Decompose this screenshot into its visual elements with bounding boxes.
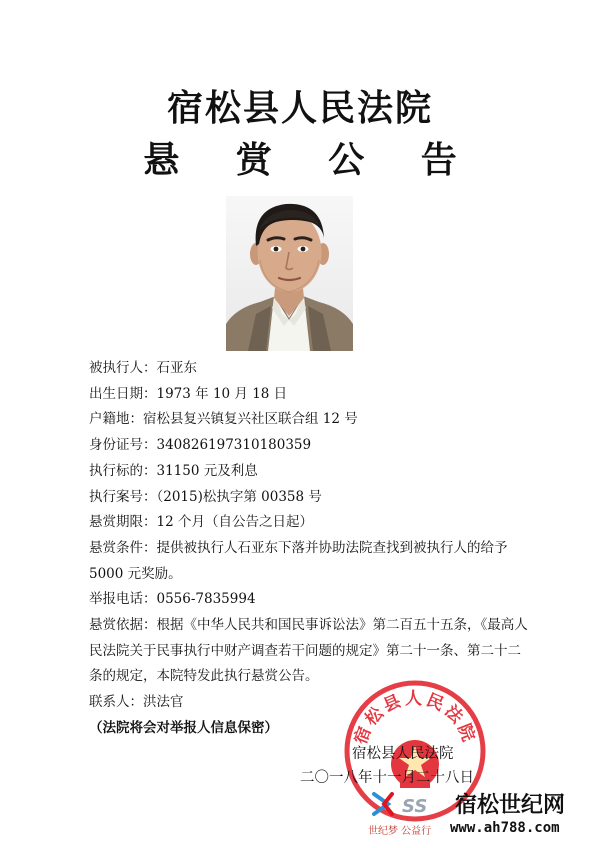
- field-value-birthdate: 1973 年 10 月 18 日: [156, 385, 288, 402]
- field-row-period: [89, 510, 529, 536]
- field-label: 执行案号：: [89, 488, 157, 505]
- signature-date: 二〇一八年十一月二十八日: [300, 770, 474, 786]
- field-row-amount: [89, 459, 529, 485]
- field-value-contact: 洪法官: [143, 694, 184, 711]
- field-label: 联系人：: [89, 694, 143, 711]
- field-value-name: 石亚东: [156, 360, 197, 376]
- field-value-case-number: （2015)松执字第 00358 号: [156, 488, 322, 505]
- field-row-conditions: [89, 536, 529, 587]
- field-label: 身份证号：: [89, 437, 157, 454]
- field-label: 悬赏期限：: [89, 514, 157, 531]
- field-row-hometown: [89, 407, 529, 433]
- field-value-amount: 31150 元及利息: [156, 462, 258, 479]
- watermark-slogan: 世纪梦 公益行: [368, 826, 432, 837]
- field-value-id-number: 340826197310180359: [156, 437, 312, 454]
- signature-court: 宿松县人民法院: [352, 746, 454, 762]
- field-row-hotline: [89, 587, 529, 613]
- field-value-conditions: 提供被执行人石亚东下落并协助法院查找到被执行人的给予 5000 元奖励。: [89, 539, 508, 582]
- field-label: 举报电话：: [89, 591, 157, 608]
- notice-title: 悬 赏 公 告: [143, 140, 479, 181]
- field-row-name: [89, 356, 529, 382]
- field-label: 执行标的：: [89, 462, 157, 479]
- field-label: 被执行人：: [89, 360, 157, 376]
- court-title: 宿松县人民法院: [166, 88, 433, 129]
- field-value-basis: 根据《中华人民共和国民事诉讼法》第二百五十五条，《最高人民法院关于民事执行中财产调查若干问题的规定》第二十一条、第二十二条的规定，本院特发此执行悬赏公告。: [89, 617, 528, 685]
- person-portrait-icon: [226, 196, 353, 351]
- field-value-period: 12 个月（自公告之日起）: [156, 514, 313, 531]
- field-row-case-number: [89, 485, 529, 511]
- privacy-note: （法院将会对举报人信息保密）: [89, 719, 278, 736]
- watermark-url: www.ah788.com: [450, 820, 560, 836]
- field-row-birthdate: [89, 382, 529, 408]
- field-label: 户籍地：: [89, 411, 143, 428]
- person-photo: [226, 196, 353, 351]
- field-value-hometown: 宿松县复兴镇复兴社区联合组 12 号: [143, 411, 358, 428]
- watermark-site-name: 宿松世纪网: [455, 793, 566, 818]
- svg-text:SS: SS: [402, 796, 428, 817]
- field-label: 悬赏依据：: [89, 617, 157, 634]
- seal-text: 宿松县人民法院: [350, 689, 480, 748]
- ss-logo-icon: [370, 786, 440, 822]
- field-row-id-number: [89, 433, 529, 459]
- field-value-hotline: 0556-7835994: [156, 591, 256, 608]
- field-label: 悬赏条件：: [89, 539, 157, 556]
- field-label: 出生日期：: [89, 385, 157, 402]
